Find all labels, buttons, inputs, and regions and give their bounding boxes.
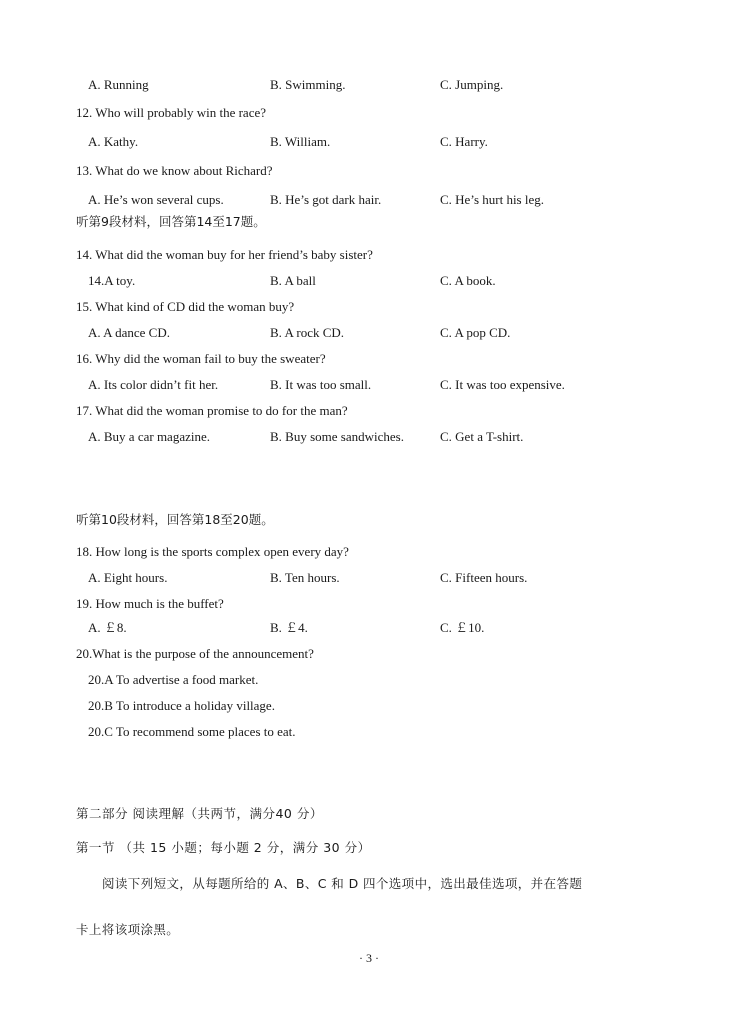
q17-option-b: B. Buy some sandwiches. xyxy=(270,429,404,444)
q12-option-b: B. William. xyxy=(270,134,331,149)
q18-option-b: B. Ten hours. xyxy=(270,570,340,585)
q12-option-a: A. Kathy. xyxy=(88,134,139,149)
q12-question: 12. Who will probably win the race? xyxy=(76,105,267,120)
q17-question: 17. What did the woman promise to do for the man? xyxy=(76,403,348,418)
q16-option-c: C. It was too expensive. xyxy=(440,377,565,392)
q19-option-c: C. ￡10. xyxy=(440,620,485,635)
q13-option-c: C. He’s hurt his leg. xyxy=(440,192,544,207)
q15-option-b: B. A rock CD. xyxy=(270,325,345,340)
section9-instruction: 听第9段材料，回答第14至17题。 xyxy=(76,214,266,229)
q14-option-a: 14.A toy. xyxy=(88,273,136,288)
section10-instruction: 听第10段材料，回答第18至20题。 xyxy=(76,512,274,527)
q20-option-a: 20.A To advertise a food market. xyxy=(88,672,259,687)
q14-question: 14. What did the woman buy for her friend’s baby sister? xyxy=(76,247,373,262)
q20-option-b: 20.B To introduce a holiday village. xyxy=(88,698,275,713)
q14-option-c: C. A book. xyxy=(440,273,496,288)
q18-option-c: C. Fifteen hours. xyxy=(440,570,528,585)
q16-option-a: A. Its color didn’t fit her. xyxy=(88,377,219,392)
q17-option-a: A. Buy a car magazine. xyxy=(88,429,211,444)
q17-option-c: C. Get a T-shirt. xyxy=(440,429,524,444)
q19-option-b: B. ￡4. xyxy=(270,620,308,635)
q13-question: 13. What do we know about Richard? xyxy=(76,163,273,178)
q13-option-a: A. He’s won several cups. xyxy=(88,192,224,207)
q20-option-c: 20.C To recommend some places to eat. xyxy=(88,724,296,739)
q18-question: 18. How long is the sports complex open every day? xyxy=(76,544,349,559)
page-number: · 3 · xyxy=(359,951,379,965)
reading-instruction-line2: 卡上将该项涂黑。 xyxy=(76,922,180,937)
reading-instruction-line1: 阅读下列短文，从每题所给的 A、B、C 和 D 四个选项中，选出最佳选项，并在答题 xyxy=(102,876,583,891)
q19-option-a: A. ￡8. xyxy=(88,620,127,635)
q16-question: 16. Why did the woman fail to buy the sweater? xyxy=(76,351,326,366)
q12-option-c: C. Harry. xyxy=(440,134,488,149)
q15-option-a: A. A dance CD. xyxy=(88,325,170,340)
q18-option-a: A. Eight hours. xyxy=(88,570,168,585)
q19-question: 19. How much is the buffet? xyxy=(76,596,224,611)
part2-heading: 第二部分 阅读理解（共两节，满分40 分） xyxy=(76,806,323,821)
q11-option-c: C. Jumping. xyxy=(440,77,504,92)
q16-option-b: B. It was too small. xyxy=(270,377,372,392)
q20-question: 20.What is the purpose of the announcement? xyxy=(76,646,314,661)
q15-option-c: C. A pop CD. xyxy=(440,325,511,340)
q11-option-b: B. Swimming. xyxy=(270,77,346,92)
q11-option-a: A. Running xyxy=(88,77,149,92)
section1-heading: 第一节 （共 15 小题；每小题 2 分，满分 30 分） xyxy=(76,840,371,855)
q15-question: 15. What kind of CD did the woman buy? xyxy=(76,299,295,314)
q14-option-b: B. A ball xyxy=(270,273,316,288)
q13-option-b: B. He’s got dark hair. xyxy=(270,192,382,207)
